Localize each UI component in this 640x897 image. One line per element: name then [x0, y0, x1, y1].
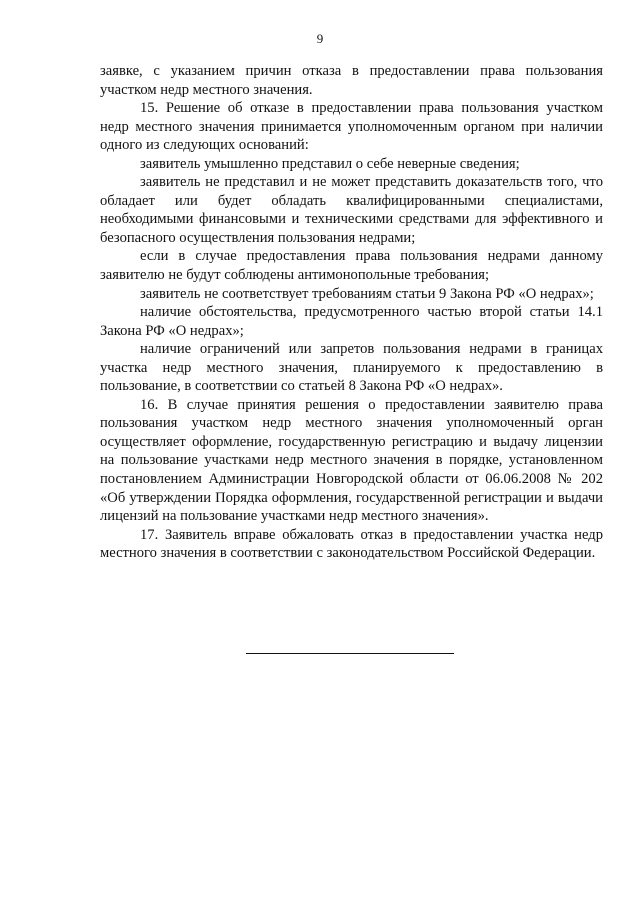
paragraph-item-15: 15. Решение об отказе в предоставлении права пользования участком недр местного значения принимается уполномоченным органом при наличии одного из следующих оснований:	[100, 100, 603, 154]
paragraph-ground-article-9: заявитель не соответствует требованиям статьи 9 Закона РФ «О недрах»;	[140, 285, 594, 302]
document-body	[100, 62, 603, 563]
paragraph-item-16: 16. В случае принятия решения о предоставлении заявителю права пользования участком недр местного значения уполномоченный орган осуществляет оформление, государственную регистрацию и выдачу лицензии на пользование участками недр местного значения в порядке, установленном постановлением Администрации Новгородской области от 06.06.2008 № 202 «Об утверждении Порядка оформления, государственной регистрации и выдачи лицензий на пользование участками недр местного значения».	[100, 396, 603, 525]
end-separator-line	[246, 653, 454, 654]
paragraph-item-17: 17. Заявитель вправе обжаловать отказ в предоставлении участка недр местного значения в соответствии с законодательством Российской Федерации.	[100, 526, 603, 562]
paragraph-ground-article-14-1: наличие обстоятельства, предусмотренного частью второй статьи 14.1 Закона РФ «О недрах»;	[100, 304, 603, 339]
paragraph-ground-no-evidence: заявитель не представил и не может представить доказательств того, что обладает или будет обладать квалифицированными специалистами, необходимыми финансовыми и техническими средствами для эффективного и безопасного осуществления пользования недрами;	[100, 174, 603, 246]
page-number: 9	[316, 31, 324, 46]
paragraph-ground-false-info: заявитель умышленно представил о себе неверные сведения;	[140, 155, 520, 172]
paragraph-ground-restrictions: наличие ограничений или запретов пользования недрами в границах участка недр местного значения, планируемого к предоставлению в пользование, в соответствии со статьей 8 Закона РФ «О недрах».	[100, 341, 603, 395]
paragraph-continuation: заявке, с указанием причин отказа в предоставлении права пользования участком недр местного значения.	[100, 63, 603, 98]
paragraph-ground-antimonopoly: если в случае предоставления права пользования недрами данному заявителю не будут соблюдены антимонопольные требования;	[100, 248, 603, 284]
